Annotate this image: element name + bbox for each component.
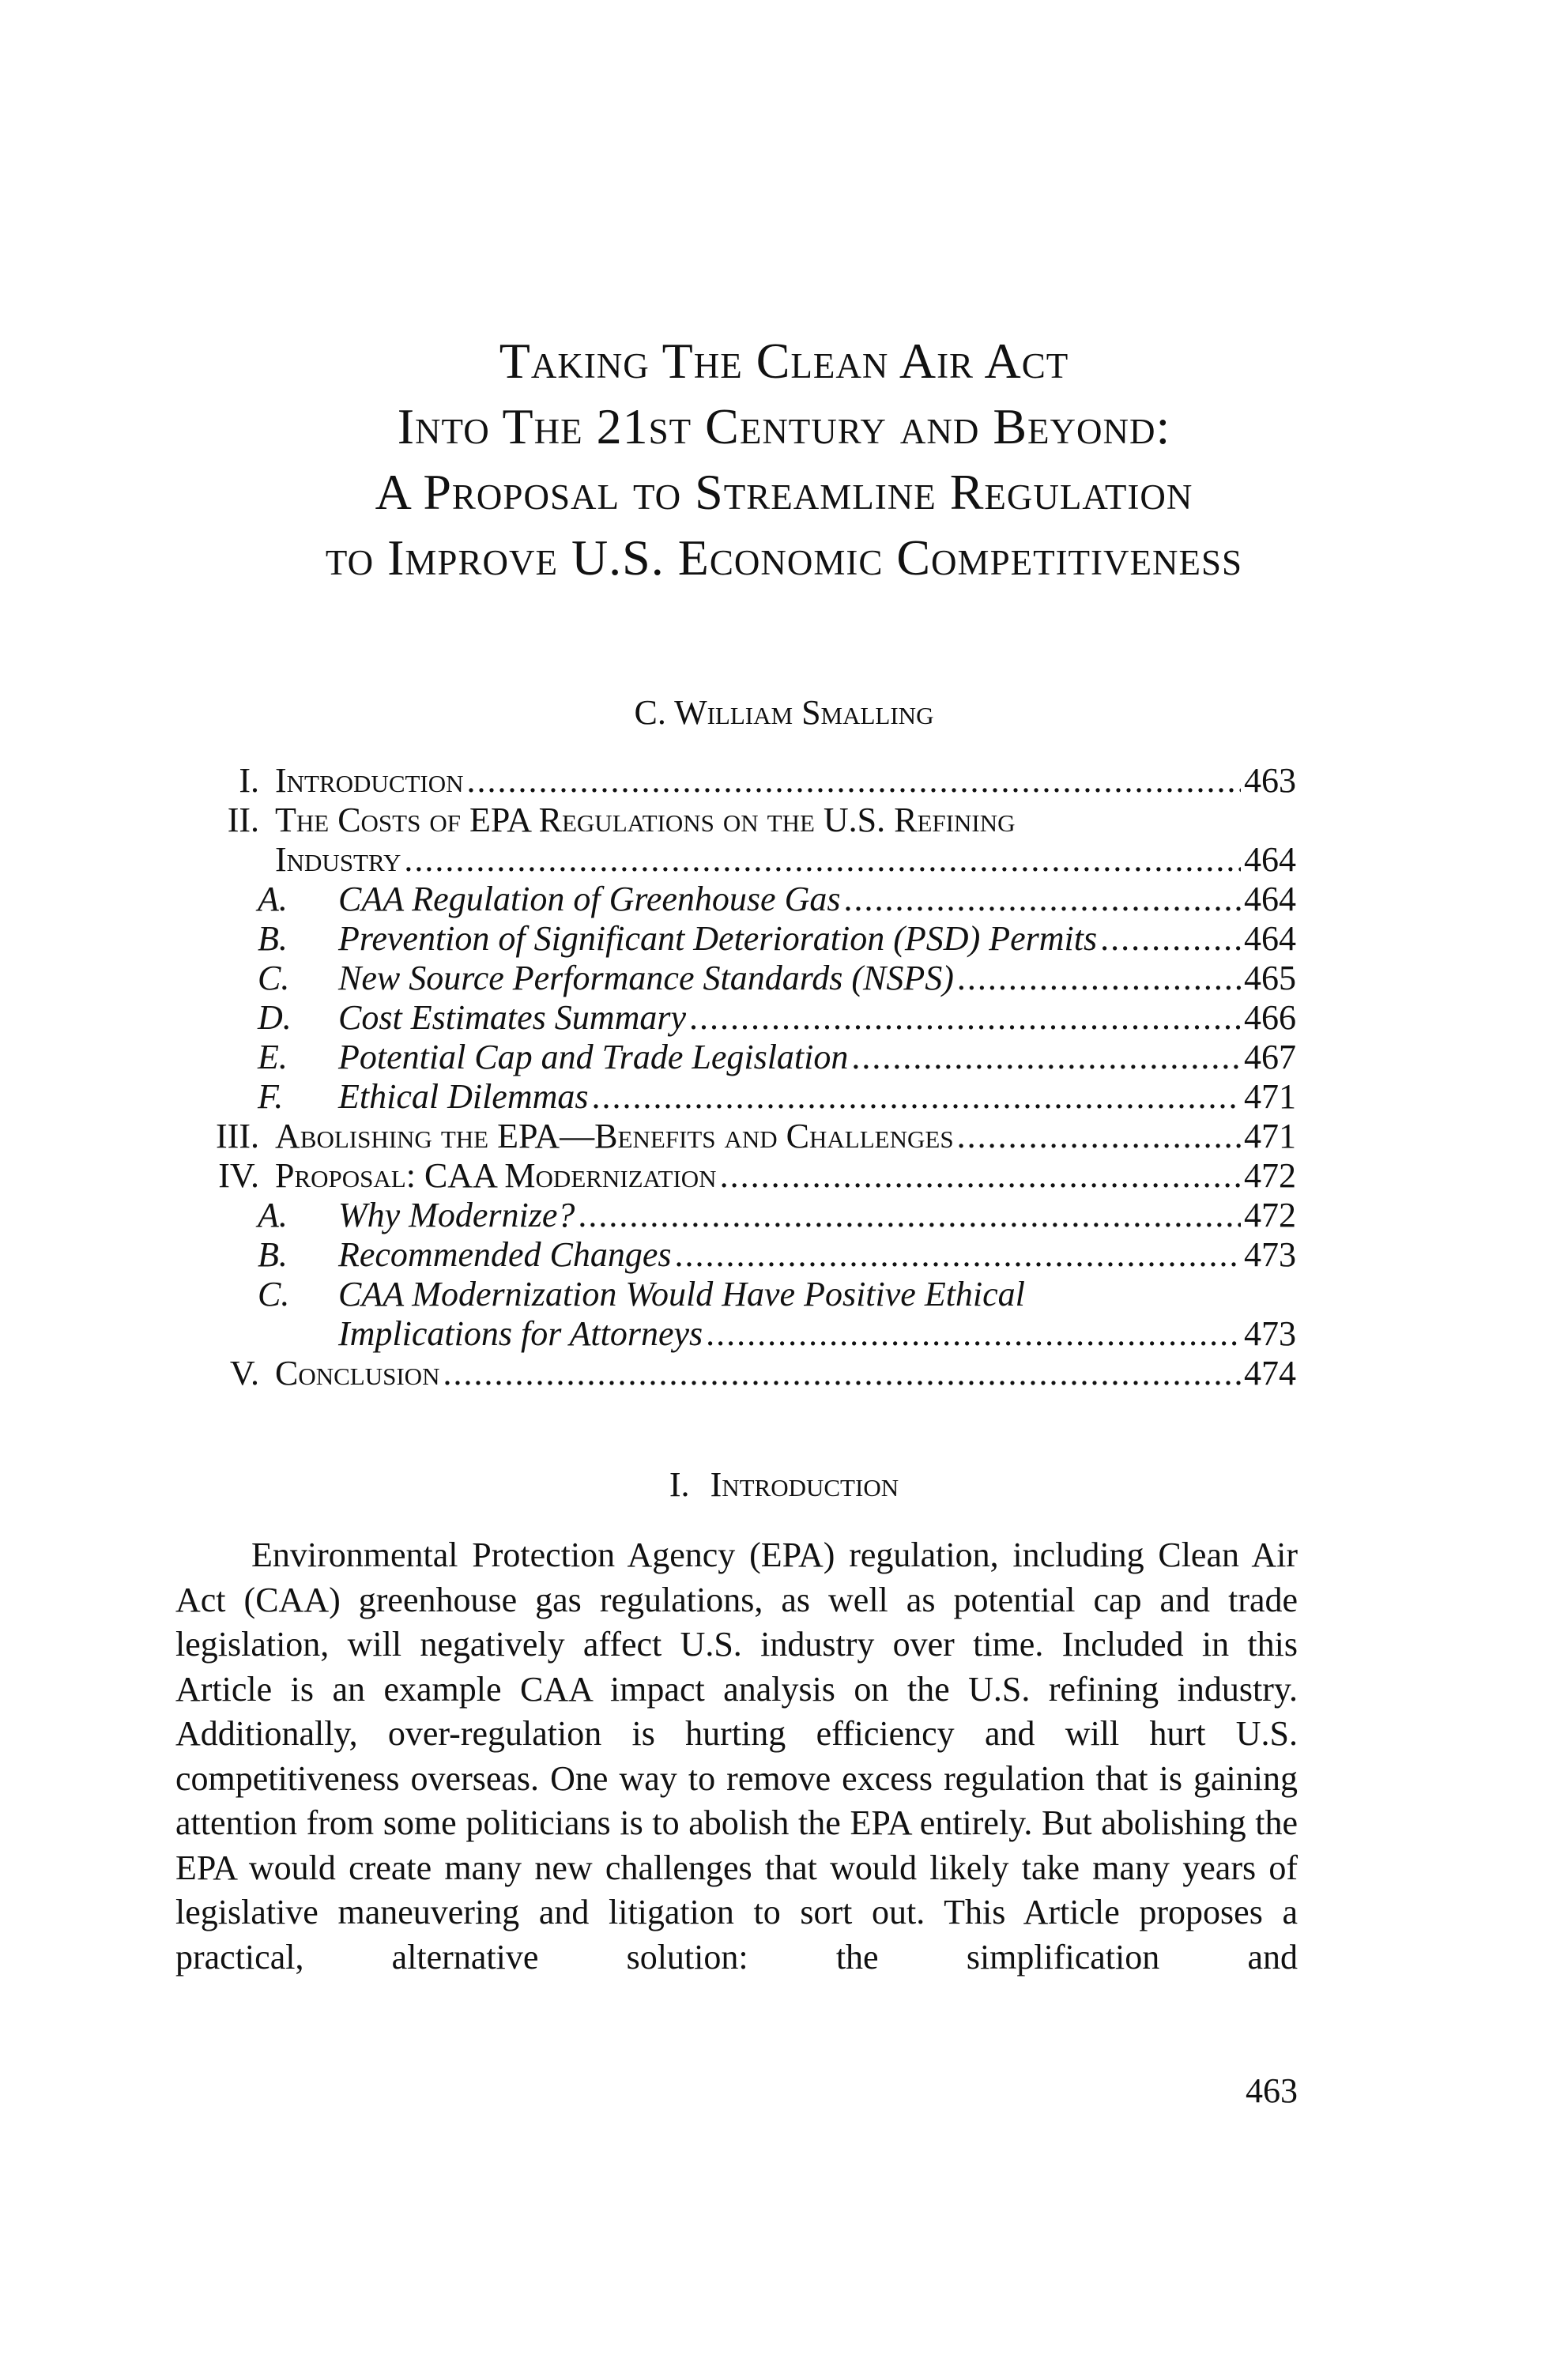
toc-number: IV. xyxy=(218,1156,259,1195)
toc-title: Introduction xyxy=(275,761,464,800)
toc-page-number: 472 xyxy=(1244,1156,1296,1195)
toc-title: Ethical Dilemmas xyxy=(338,1077,589,1116)
body-paragraph: Environmental Protection Agency (EPA) regulation, including Clean Air Act (CAA) greenhouse gas regulations, as well as potential cap and trade legislation, will negatively affect U.S. industry over time. Included in this Article is an example CAA impact analysis on the U.S. refining industry. Additionally, over-regulation is hurting efficiency and will hurt U.S. competitiveness overseas. One way to remove excess regulation that is gaining attention from some politicians is to abolish the EPA entirely. But abolishing the EPA would create many new challenges that would likely take many years of legislative maneuvering and litigation to sort out. This Article proposes a practical, alternative solution: the simplification and xyxy=(175,1536,1298,1977)
toc-letter: D. xyxy=(258,998,292,1037)
toc-number: III. xyxy=(216,1117,259,1155)
toc-letter: A. xyxy=(258,880,288,918)
title-line-4: to Improve U.S. Economic Competitiveness xyxy=(325,529,1243,586)
toc-title: The Costs of EPA Regulations on the U.S. Refining xyxy=(275,801,1016,839)
toc-leader xyxy=(675,1235,1241,1275)
toc-title: Potential Cap and Trade Legislation xyxy=(338,1038,849,1076)
toc-leader xyxy=(957,959,1241,998)
toc-leader xyxy=(404,840,1241,880)
toc-page-number: 473 xyxy=(1244,1235,1296,1274)
toc-subentry-cap-and-trade xyxy=(158,1038,1296,1077)
toc-title: Abolishing the EPA—Benefits and Challenges xyxy=(275,1117,954,1155)
toc-letter: B. xyxy=(258,919,288,958)
toc-title: Industry xyxy=(275,840,401,879)
toc-entry-proposal xyxy=(158,1156,1296,1196)
toc-title: New Source Performance Standards (NSPS) xyxy=(338,959,954,997)
toc-leader xyxy=(1100,919,1241,959)
toc-leader xyxy=(720,1156,1241,1196)
toc-number: II. xyxy=(227,801,259,839)
toc-subentry-cost-estimates xyxy=(158,998,1296,1038)
toc-entry-abolishing-epa xyxy=(158,1117,1296,1156)
toc-page-number: 466 xyxy=(1244,998,1296,1037)
toc-page-number: 465 xyxy=(1244,959,1296,997)
toc-subentry-ethical-implications xyxy=(158,1275,1296,1314)
page-number: 463 xyxy=(1246,2071,1298,2110)
table-of-contents xyxy=(158,761,1296,1393)
toc-subentry-psd-permits xyxy=(158,919,1296,959)
toc-number: V. xyxy=(229,1354,259,1392)
toc-title: Why Modernize? xyxy=(338,1196,575,1234)
toc-letter: A. xyxy=(258,1196,288,1234)
toc-leader xyxy=(689,998,1241,1038)
toc-entry-conclusion xyxy=(158,1354,1296,1393)
toc-page-number: 467 xyxy=(1244,1038,1296,1076)
toc-page-number: 473 xyxy=(1244,1314,1296,1353)
author-name: C. William Smalling xyxy=(634,693,934,732)
toc-leader xyxy=(844,880,1242,919)
toc-letter: C. xyxy=(258,1275,290,1313)
toc-page-number: 464 xyxy=(1244,840,1296,879)
toc-subentry-recommended-changes xyxy=(158,1235,1296,1275)
toc-leader xyxy=(578,1196,1241,1235)
toc-entry-costs-continued xyxy=(158,840,1296,880)
toc-leader xyxy=(443,1354,1241,1393)
toc-entry-costs xyxy=(158,801,1296,840)
toc-title: Recommended Changes xyxy=(338,1235,672,1274)
toc-letter: C. xyxy=(258,959,290,997)
toc-title: Conclusion xyxy=(275,1354,440,1392)
title-line-3: A Proposal to Streamline Regulation xyxy=(375,464,1193,520)
toc-subentry-why-modernize xyxy=(158,1196,1296,1235)
toc-page-number: 471 xyxy=(1244,1077,1296,1116)
section-title: Introduction xyxy=(710,1465,899,1504)
toc-entry-introduction xyxy=(158,761,1296,801)
body-text xyxy=(175,1533,1298,1980)
toc-title: Cost Estimates Summary xyxy=(338,998,686,1037)
toc-title: Proposal: CAA Modernization xyxy=(275,1156,717,1195)
section-number: I. xyxy=(669,1465,690,1504)
toc-number: I. xyxy=(239,761,259,800)
toc-subentry-ethical-implications-continued xyxy=(158,1314,1296,1354)
toc-letter: E. xyxy=(258,1038,288,1076)
toc-page-number: 463 xyxy=(1244,761,1296,800)
toc-leader xyxy=(957,1117,1241,1156)
toc-leader xyxy=(467,761,1241,801)
section-heading-introduction xyxy=(0,1464,1568,1505)
toc-title: CAA Modernization Would Have Positive Ethical xyxy=(338,1275,1025,1313)
toc-page-number: 472 xyxy=(1244,1196,1296,1234)
toc-title: Implications for Attorneys xyxy=(338,1314,703,1353)
toc-leader xyxy=(851,1038,1241,1077)
title-line-1: Taking The Clean Air Act xyxy=(499,333,1069,389)
toc-subentry-nsps xyxy=(158,959,1296,998)
toc-page-number: 471 xyxy=(1244,1117,1296,1155)
toc-title: CAA Regulation of Greenhouse Gas xyxy=(338,880,841,918)
toc-letter: F. xyxy=(258,1077,284,1116)
toc-letter: B. xyxy=(258,1235,288,1274)
toc-leader xyxy=(706,1314,1241,1354)
toc-page-number: 464 xyxy=(1244,919,1296,958)
toc-title: Prevention of Significant Deterioration (PSD) Permits xyxy=(338,919,1098,958)
toc-page-number: 464 xyxy=(1244,880,1296,918)
toc-page-number: 474 xyxy=(1244,1354,1296,1392)
toc-subentry-greenhouse-gas xyxy=(158,880,1296,919)
title-line-2: Into The 21st Century and Beyond: xyxy=(397,398,1171,454)
toc-subentry-ethical-dilemmas xyxy=(158,1077,1296,1117)
article-title xyxy=(0,328,1568,590)
toc-leader xyxy=(592,1077,1241,1117)
